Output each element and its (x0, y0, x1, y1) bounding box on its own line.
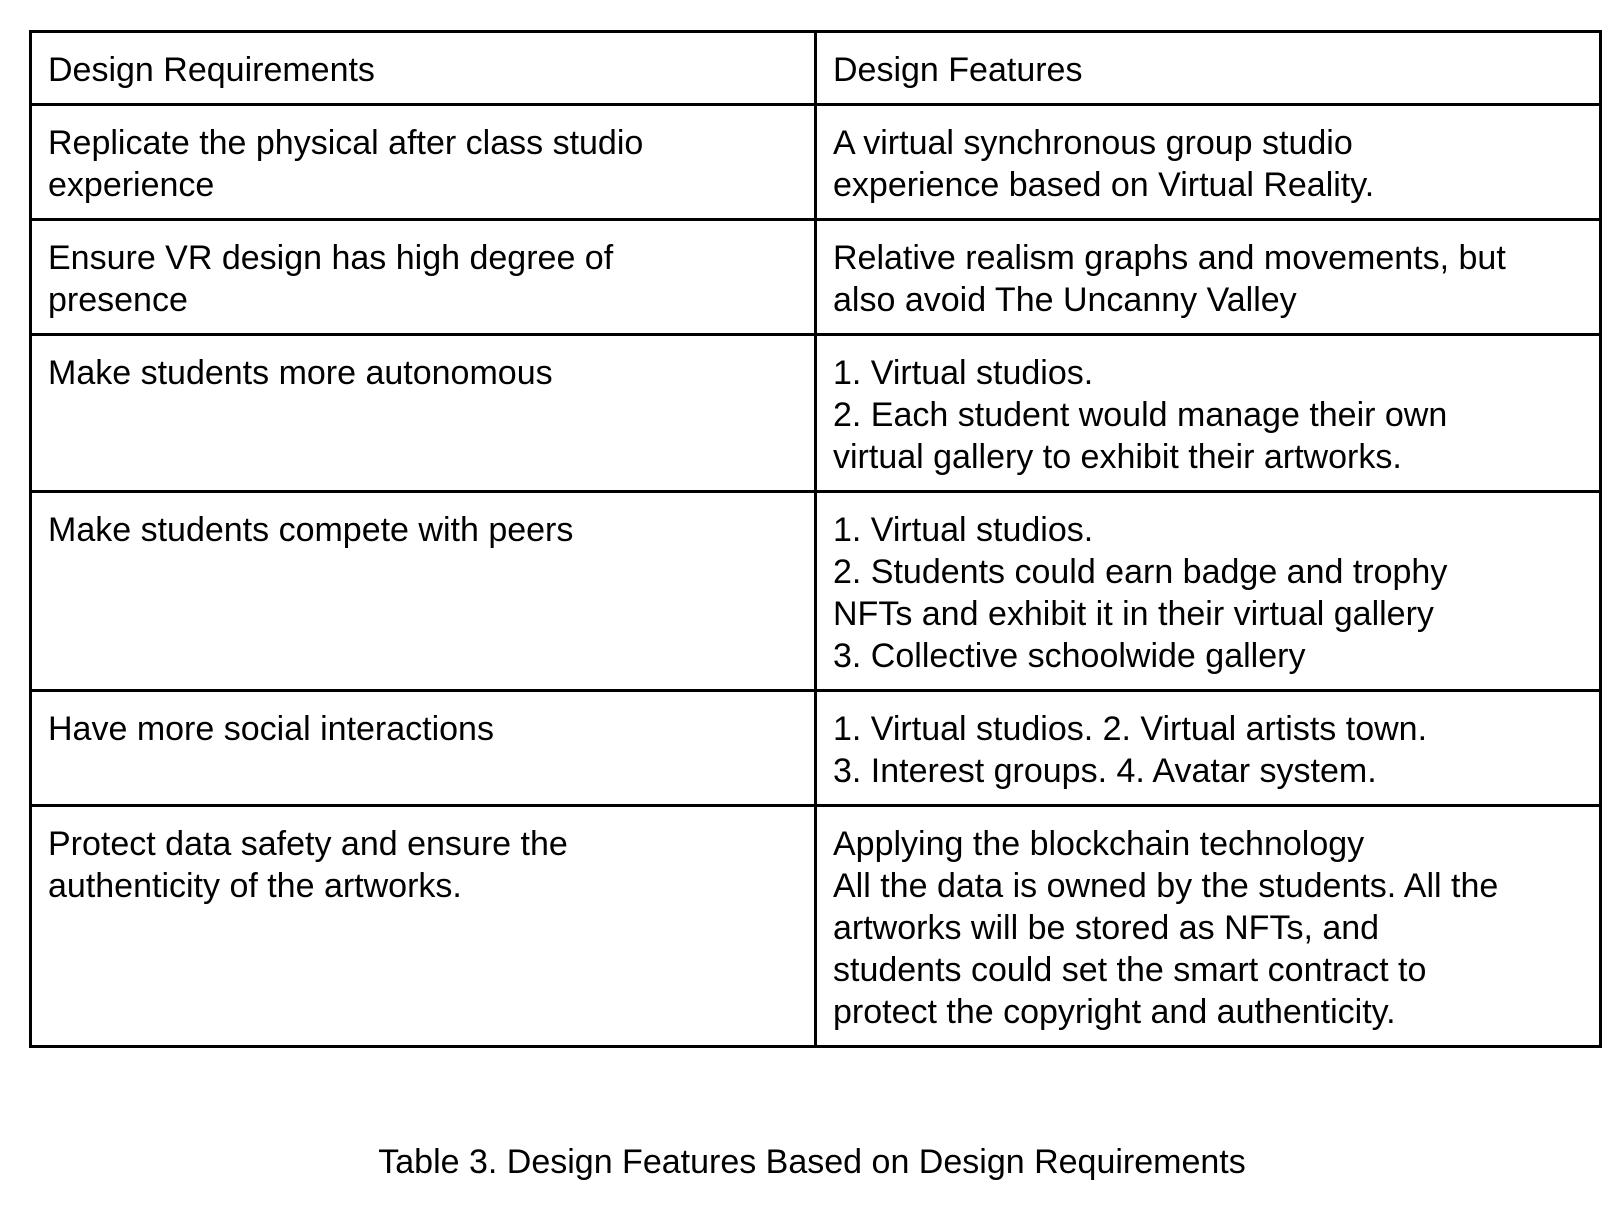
requirement-cell (31, 335, 816, 492)
requirement-cell (31, 220, 816, 335)
features-cell (816, 335, 1601, 492)
features-cell (816, 691, 1601, 806)
feature-line: NFTs and exhibit it in their virtual gallery (833, 595, 1434, 633)
requirement-line: presence (48, 281, 188, 319)
feature-line: 3. Interest groups. 4. Avatar system. (833, 752, 1377, 790)
table-row (31, 220, 1601, 335)
table-row (31, 806, 1601, 1047)
feature-line: virtual gallery to exhibit their artworks. (833, 438, 1402, 476)
features-cell (816, 806, 1601, 1047)
feature-line: protect the copyright and authenticity. (833, 993, 1396, 1031)
features-cell (816, 220, 1601, 335)
feature-line: All the data is owned by the students. All the (833, 867, 1499, 905)
feature-line: students could set the smart contract to (833, 951, 1427, 989)
requirement-line: authenticity of the artworks. (48, 867, 462, 905)
requirement-cell (31, 806, 816, 1047)
table-caption: Table 3. Design Features Based on Design Requirements (378, 1143, 1246, 1181)
header-design-requirements: Design Requirements (31, 32, 816, 105)
table-header (31, 32, 1601, 105)
header-design-features: Design Features (816, 32, 1601, 105)
design-table-container (29, 30, 1599, 1048)
feature-line: 2. Each student would manage their own (833, 396, 1448, 434)
requirement-line: Make students more autonomous (48, 354, 553, 392)
features-cell (816, 492, 1601, 691)
feature-line: Relative realism graphs and movements, but (833, 239, 1506, 277)
feature-line: experience based on Virtual Reality. (833, 166, 1375, 204)
feature-line: 1. Virtual studios. (833, 511, 1094, 549)
feature-line: 1. Virtual studios. (833, 354, 1094, 392)
table-row (31, 335, 1601, 492)
requirement-cell (31, 691, 816, 806)
requirement-line: Have more social interactions (48, 710, 494, 748)
feature-line: 2. Students could earn badge and trophy (833, 553, 1448, 591)
header-row (31, 32, 1601, 105)
feature-line: also avoid The Uncanny Valley (833, 281, 1297, 319)
requirement-line: Replicate the physical after class studio (48, 124, 644, 162)
requirement-line: Protect data safety and ensure the (48, 825, 568, 863)
table-row (31, 105, 1601, 220)
requirement-cell (31, 105, 816, 220)
requirement-line: Make students compete with peers (48, 511, 574, 549)
table-row (31, 691, 1601, 806)
feature-line: 3. Collective schoolwide gallery (833, 637, 1306, 675)
table-row (31, 492, 1601, 691)
design-table (29, 30, 1602, 1048)
table-body (31, 105, 1601, 1047)
features-cell (816, 105, 1601, 220)
feature-line: artworks will be stored as NFTs, and (833, 909, 1380, 947)
feature-line: Applying the blockchain technology (833, 825, 1365, 863)
feature-line: A virtual synchronous group studio (833, 124, 1353, 162)
feature-line: 1. Virtual studios. 2. Virtual artists town. (833, 710, 1428, 748)
requirement-line: experience (48, 166, 215, 204)
requirement-cell (31, 492, 816, 691)
requirement-line: Ensure VR design has high degree of (48, 239, 614, 277)
